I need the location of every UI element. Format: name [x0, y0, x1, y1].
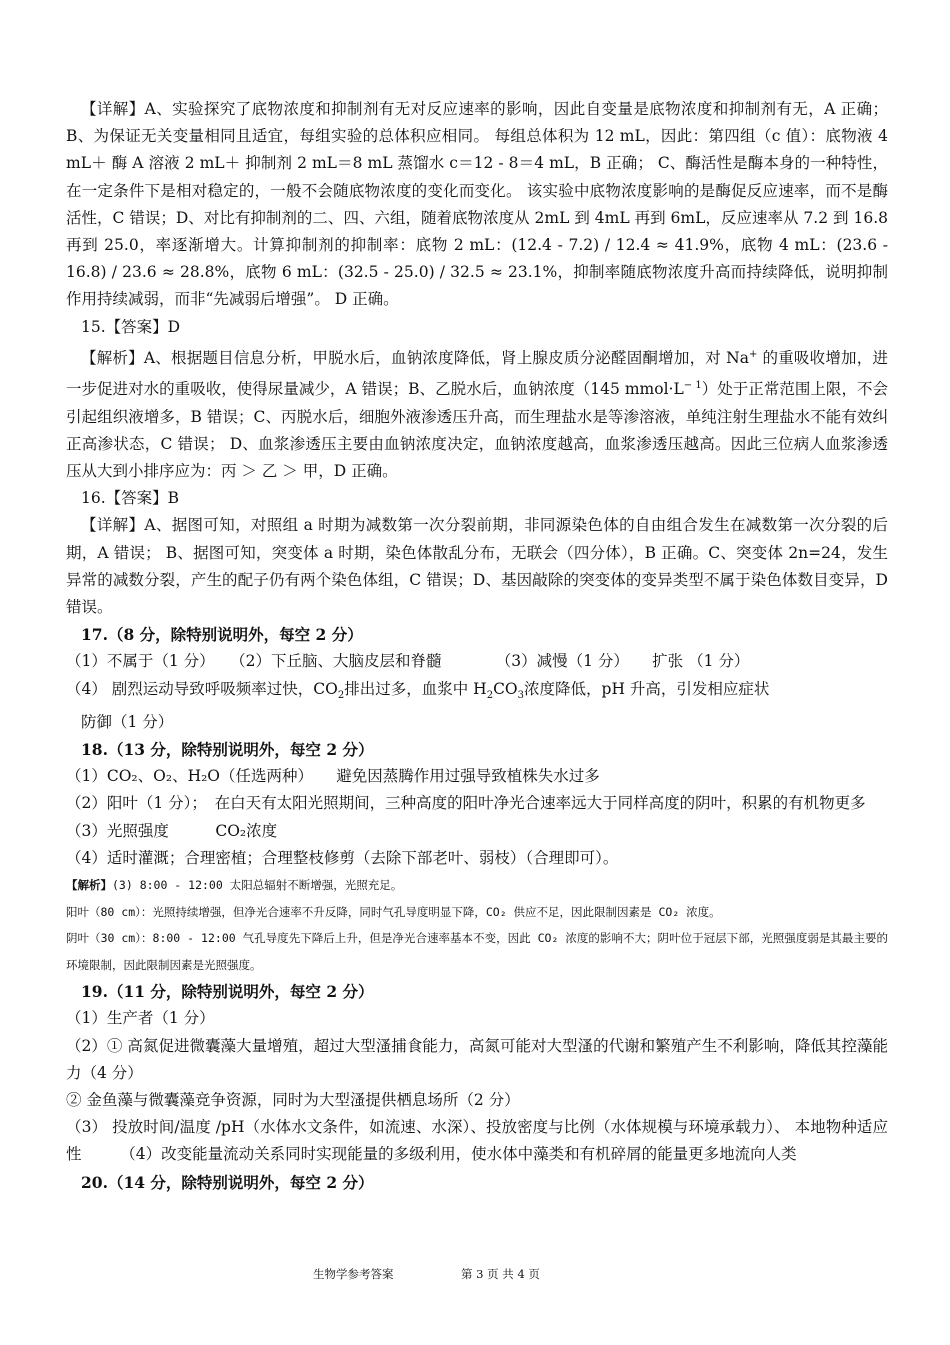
footer-subject: 生物学参考答案: [313, 1267, 394, 1281]
q18-note-3: 阴叶（30 cm）：8:00 - 12:00 气孔导度先下降后上升，但是净光合速率基本不变，因此 CO₂ 浓度的影响不大；阴叶位于冠层下部，光照强度弱是其最主要的环境限制，因此限制因素是光照强度。: [66, 931, 888, 972]
q17-heading: 17.（8 分，除特别说明外，每空 2 分）: [81, 625, 363, 645]
q19-line-2: （2）① 高氮促进微囊藻大量增殖，超过大型溞捕食能力，高氮可能对大型溞的代谢和繁殖产生不利影响，降低其控藻能力（4 分）: [66, 1036, 888, 1082]
q19-line-3: ② 金鱼藻与微囊藻竞争资源，同时为大型溞提供栖息场所（2 分）: [66, 1090, 520, 1109]
q15-answer: 15.【答案】D: [81, 317, 181, 336]
q17-line-3: 防御（1 分）: [81, 712, 174, 731]
q18-line-3: （3）光照强度 CO₂浓度: [66, 821, 278, 840]
q17-line-2: （4） 剧烈运动导致呼吸频率过快，$CO_2$排出过多，血浆中 $H_2CO_3$浓度降低，pH 升高，引发相应症状: [66, 679, 770, 701]
q15-analysis: 【解析】A、根据题目信息分析，甲脱水后，血钠浓度降低，肾上腺皮质分泌醛固酮增加，对 Na+ 的重吸收增加，进一步促进对水的重吸收，使得尿量减少，A 错误；B、乙脱水后，血钠浓度（145 $mmol\cdot L^{- 1}$）处于正常范围上限，不会引起组织液增多，B 错误；C、丙脱水后，细胞外液渗透压升高，而生理盐水是等渗溶液，单纯注射生理盐水不能有效纠正高渗状态，C 错误； D、血浆渗透压主要由血钠浓度决定，血钠浓度越高，血浆渗透压越高。因此三位病人血浆渗透压从大到小排序应为：丙 ＞ 乙 ＞ 甲，D 正确。: [66, 348, 888, 480]
q18-line-4: （4）适时灌溉；合理密植；合理整枝修剪（去除下部老叶、弱枝）（合理即可）。: [66, 848, 619, 867]
q18-note-1: 【解析】(3) 8:00 - 12:00 太阳总辐射不断增强，光照充足。: [66, 878, 403, 893]
q18-heading: 18.（13 分，除特别说明外，每空 2 分）: [81, 740, 374, 760]
q18-note-2: 阳叶（80 cm）：光照持续增强，但净光合速率不升反降，同时气孔导度明显下降，CO₂ 供应不足，因此限制因素是 CO₂ 浓度。: [66, 904, 721, 919]
q19-line-1: （1）生产者（1 分）: [66, 1009, 215, 1028]
q17-line-1: （1）不属于（1 分） （2）下丘脑、大脑皮层和脊髓 （3）减慢（1 分） 扩张 （1 分）: [66, 652, 750, 671]
q19-line-4: （3） 投放时间/温度 /pH（水体水文条件，如流速、水深）、投放密度与比例（水体规模与环境承载力）、 本地物种适应性 （4）改变能量流动关系同时实现能量的多级利用，使水体中藻类和有机碎屑的能量更多地流向人类: [66, 1118, 888, 1164]
q18-line-1: （1）CO₂、O₂、H₂O（任选两种） 避免因蒸腾作用过强导致植株失水过多: [66, 767, 600, 786]
footer-page-number: 第 3 页 共 4 页: [461, 1267, 540, 1281]
q16-detail: 【详解】A、据图可知，对照组 a 时期为减数第一次分裂前期，非同源染色体的自由组合发生在减数第一次分裂的后期，A 错误； B、据图可知，突变体 a 时期，染色体散乱分布，无联会（四分体），B 正确。C、突变体 2n=24，发生异常的减数分裂，产生的配子仍有两个染色体组，C 错误；D、基因敲除的突变体的变异类型不属于染色体数目变异，D 错误。: [66, 516, 888, 616]
q16-answer: 16.【答案】B: [81, 489, 180, 508]
q19-heading: 19.（11 分，除特别说明外，每空 2 分）: [81, 982, 374, 1002]
q20-heading: 20.（14 分，除特别说明外，每空 2 分）: [81, 1172, 374, 1192]
q18-line-2: （2）阳叶（1 分）； 在白天有太阳光照期间，三种高度的阳叶净光合速率远大于同样高度的阴叶，积累的有机物更多: [66, 794, 866, 813]
page-content: [66, 96, 888, 1196]
q14-detail: 【详解】A、实验探究了底物浓度和抑制剂有无对反应速率的影响，因此自变量是底物浓度和抑制剂有无，A 正确；B、为保证无关变量相同且适宜，每组实验的总体积应相同。 每组总体积为 12 mL，因此：第四组（c 值）：底物液 4 mL＋ 酶 A 溶液 2 mL＋ 抑制剂 2 mL＝8 mL 蒸馏水 c＝12 - 8＝4 mL，B 正确； C、酶活性是酶本身的一种特性，在一定条件下是相对稳定的，一般不会随底物浓度的变化而变化。 该实验中底物浓度影响的是酶促反应速率，而不是酶活性，C 错误；D、对比有抑制剂的二、四、六组，随着底物浓度从 2mL 到 4mL 再到 6mL，反应速率从 7.2 到 16.8 再到 25.0，率逐渐增大。计算抑制剂的抑制率：底物 2 mL：(12.4 - 7.2) / 12.4 ≈ 41.9%，底物 4 mL：(23.6 - 16.8) / 23.6 ≈ 28.8%，底物 6 mL：(32.5 - 25.0) / 32.5 ≈ 23.1%，抑制率随底物浓度升高而持续降低，说明抑制作用持续减弱，而非“先减弱后增强”。 D 正确。: [66, 100, 888, 309]
